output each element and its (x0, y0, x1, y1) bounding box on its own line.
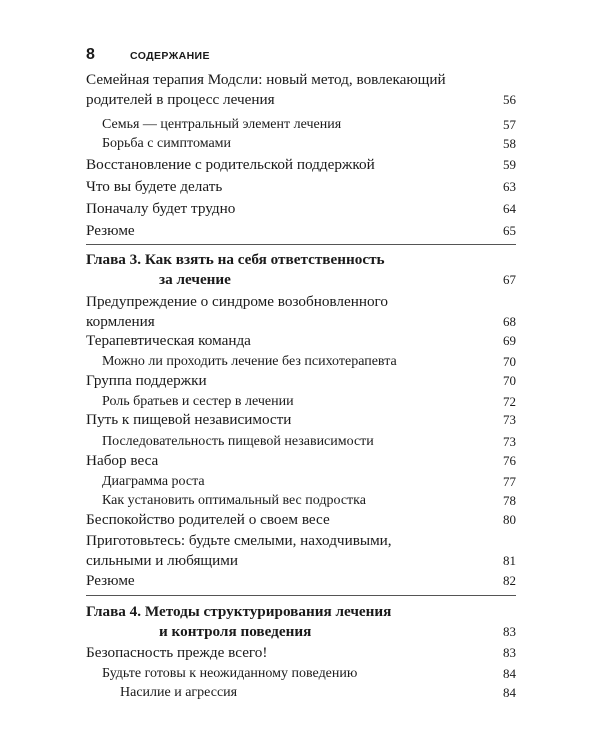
toc-entry (86, 292, 516, 332)
toc-entry-page: 76 (503, 453, 516, 468)
toc-entry-page: 63 (503, 179, 516, 194)
toc-entry (86, 664, 516, 684)
section-title: СОДЕРЖАНИЕ (130, 50, 210, 62)
toc-entry-title-line: Предупреждение о синдроме возобновленного (86, 293, 388, 310)
toc-entry (86, 510, 516, 530)
toc-entry-title-line: Семейная терапия Модсли: новый метод, вовлекающий (86, 71, 446, 88)
toc-entry (86, 199, 516, 219)
toc-entry-title-line: Как установить оптимальный вес подростка (102, 493, 366, 508)
toc-entry-page: 64 (503, 201, 516, 216)
toc-entry (86, 491, 516, 511)
toc-entry-page: 73 (503, 434, 516, 449)
toc-entry (86, 571, 516, 591)
toc-entry-page: 83 (503, 645, 516, 660)
toc-entry-title-line: за лечение (159, 271, 231, 288)
toc-entry-title-line: Насилие и агрессия (120, 685, 238, 700)
toc-entry-page: 82 (503, 573, 516, 588)
toc-entry (86, 432, 516, 452)
toc-entry-page: 84 (503, 685, 516, 700)
toc-entry (86, 472, 516, 492)
toc-entry-title-line: Борьба с симптомами (102, 136, 232, 151)
toc-entry-page: 67 (503, 272, 516, 287)
toc-entry (86, 331, 516, 351)
toc-entry (86, 643, 516, 663)
toc-entry-title-line: Резюме (86, 572, 135, 589)
running-head (86, 46, 210, 66)
toc-entry-page: 77 (503, 474, 516, 489)
section-divider (86, 595, 516, 596)
toc-entry-page: 68 (503, 314, 516, 329)
toc-entry (86, 177, 516, 197)
toc-entry-title-line: Семья — центральный элемент лечения (102, 117, 342, 132)
toc-entry (86, 155, 516, 175)
toc-entry-title-line: Безопасность прежде всего! (86, 644, 268, 661)
toc-entry-title-line: и контроля поведения (159, 623, 312, 640)
toc-entry (86, 392, 516, 412)
toc-entry-page: 70 (503, 354, 516, 369)
toc-entry-title-line: Что вы будете делать (86, 178, 223, 195)
toc-entry-title-line: Диаграмма роста (102, 474, 205, 489)
toc-entry (86, 683, 516, 703)
toc-entry-page: 84 (503, 666, 516, 681)
toc-entry-title-line: Группа поддержки (86, 372, 207, 389)
toc-entry-page: 69 (503, 333, 516, 348)
section-divider (86, 244, 516, 245)
toc-entry-page: 57 (503, 117, 516, 132)
toc-entry-page: 83 (503, 624, 516, 639)
toc-entry (86, 531, 516, 571)
toc-entry-page: 81 (503, 553, 516, 568)
toc-entry-page: 70 (503, 373, 516, 388)
toc-entry-page: 59 (503, 157, 516, 172)
toc-entry-page: 78 (503, 493, 516, 508)
toc-entry-title-line: Терапевтическая команда (86, 332, 251, 349)
toc-entry (86, 451, 516, 471)
toc-entry-title-line: Будьте готовы к неожиданному поведению (102, 666, 358, 681)
toc-chapter-heading (86, 602, 516, 642)
toc-entry-page: 72 (503, 394, 516, 409)
toc-entry (86, 115, 516, 135)
toc-entry-title-line: Восстановление с родительской поддержкой (86, 156, 375, 173)
toc-entry (86, 410, 516, 430)
toc-entry-page: 80 (503, 512, 516, 527)
toc-entry-page: 56 (503, 92, 516, 107)
toc-entry-title-line: Набор веса (86, 452, 159, 469)
toc-entry-title-line: Поначалу будет трудно (86, 200, 236, 217)
toc-entry-title-line: Роль братьев и сестер в лечении (102, 394, 294, 409)
toc-entry-title-line: Путь к пищевой независимости (86, 411, 292, 428)
toc-entry-title-line: Можно ли проходить лечение без психотерапевта (102, 354, 397, 369)
toc-entry-title-line: Беспокойство родителей о своем весе (86, 511, 330, 528)
toc-entry (86, 134, 516, 154)
toc-entry (86, 70, 516, 110)
toc-entry-page: 65 (503, 223, 516, 238)
toc-entry-title-line: Глава 3. Как взять на себя ответственность (86, 251, 385, 268)
toc-entry-title-line: кормления (86, 313, 155, 330)
toc-entry-title-line: Резюме (86, 222, 135, 239)
toc-entry-title-line: Приготовьтесь: будьте смелыми, находчивыми, (86, 532, 392, 549)
toc-entry-page: 58 (503, 136, 516, 151)
toc-entry-title-line: Глава 4. Методы структурирования лечения (86, 603, 392, 620)
toc-entry-title-line: сильными и любящими (86, 552, 238, 569)
toc-entry (86, 221, 516, 241)
toc-entry-title-line: родителей в процесс лечения (86, 91, 275, 108)
toc-entry-page: 73 (503, 412, 516, 427)
toc-entry-title-line: Последовательность пищевой независимости (102, 434, 374, 449)
toc-entry (86, 352, 516, 372)
page-number: 8 (86, 46, 95, 63)
toc-chapter-heading (86, 250, 516, 290)
toc-entry (86, 371, 516, 391)
